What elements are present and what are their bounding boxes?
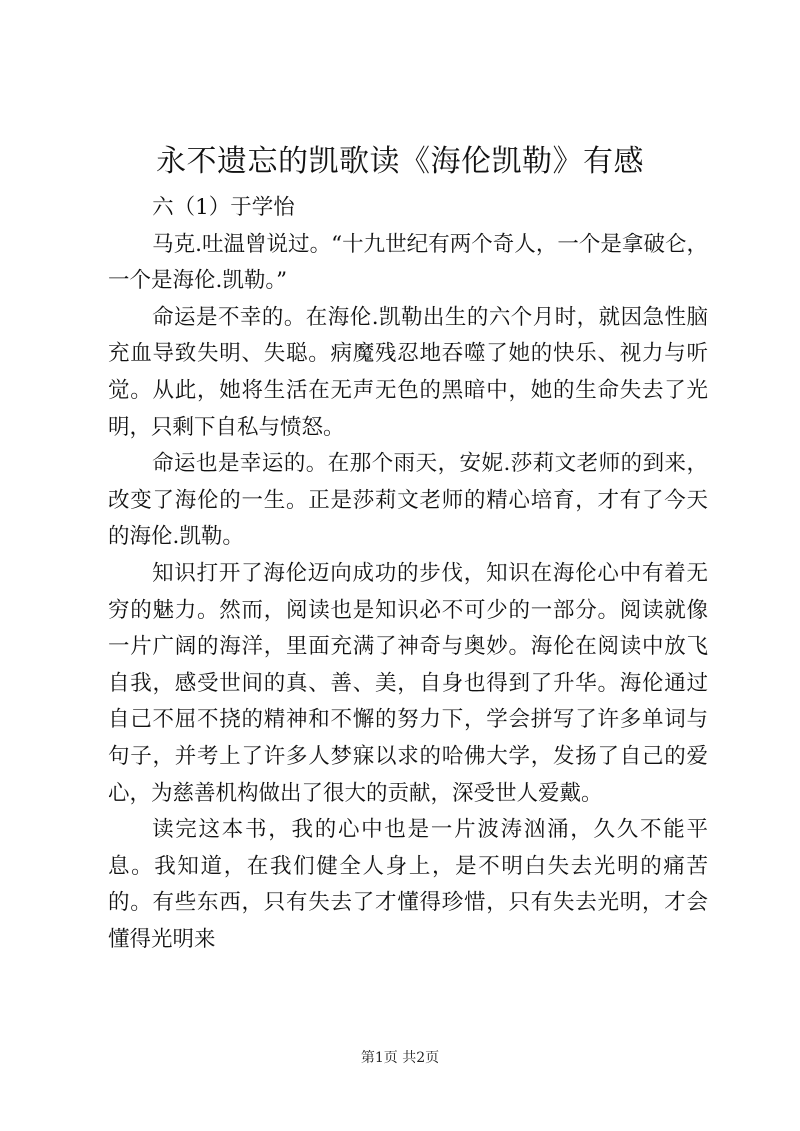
paragraph: 命运也是幸运的。在那个雨天，安妮.莎莉文老师的到来，改变了海伦的一生。正是莎莉文老师的精心培育，才有了今天的海伦.凯勒。	[108, 451, 708, 550]
document-title: 永不遗忘的凯歌读《海伦凯勒》有感	[156, 144, 644, 179]
page-number-footer: 第1页 共2页	[360, 1050, 440, 1066]
paragraph: 读完这本书，我的心中也是一片波涛汹涌，久久不能平息。我知道，在我们健全人身上，是不明白失去光明的痛苦的。有些东西，只有失去了才懂得珍惜，只有失去光明，才会懂得光明来	[108, 817, 708, 952]
paragraph: 命运是不幸的。在海伦.凯勒出生的六个月时，就因急性脑充血导致失明、失聪。病魔残忍地吞噬了她的快乐、视力与听觉。从此，她将生活在无声无色的黑暗中，她的生命失去了光明，只剩下自私与愤怒。	[108, 304, 708, 440]
document-body	[108, 190, 708, 958]
paragraph: 知识打开了海伦迈向成功的步伐，知识在海伦心中有着无穷的魅力。然而，阅读也是知识必不可少的一部分。阅读就像一片广阔的海洋，里面充满了神奇与奥妙。海伦在阅读中放飞自我，感受世间的真、善、美，自身也得到了升华。海伦通过自己不屈不挠的精神和不懈的努力下，学会拼写了许多单词与句子，并考上了许多人梦寐以求的哈佛大学，发扬了自己的爱心，为慈善机构做出了很大的贡献，深受世人爱戴。	[108, 560, 708, 806]
author-line: 六（1）于学怡	[152, 195, 295, 220]
paragraph: 马克.吐温曾说过。“十九世纪有两个奇人，一个是拿破仑，一个是海伦.凯勒。”	[108, 231, 708, 294]
